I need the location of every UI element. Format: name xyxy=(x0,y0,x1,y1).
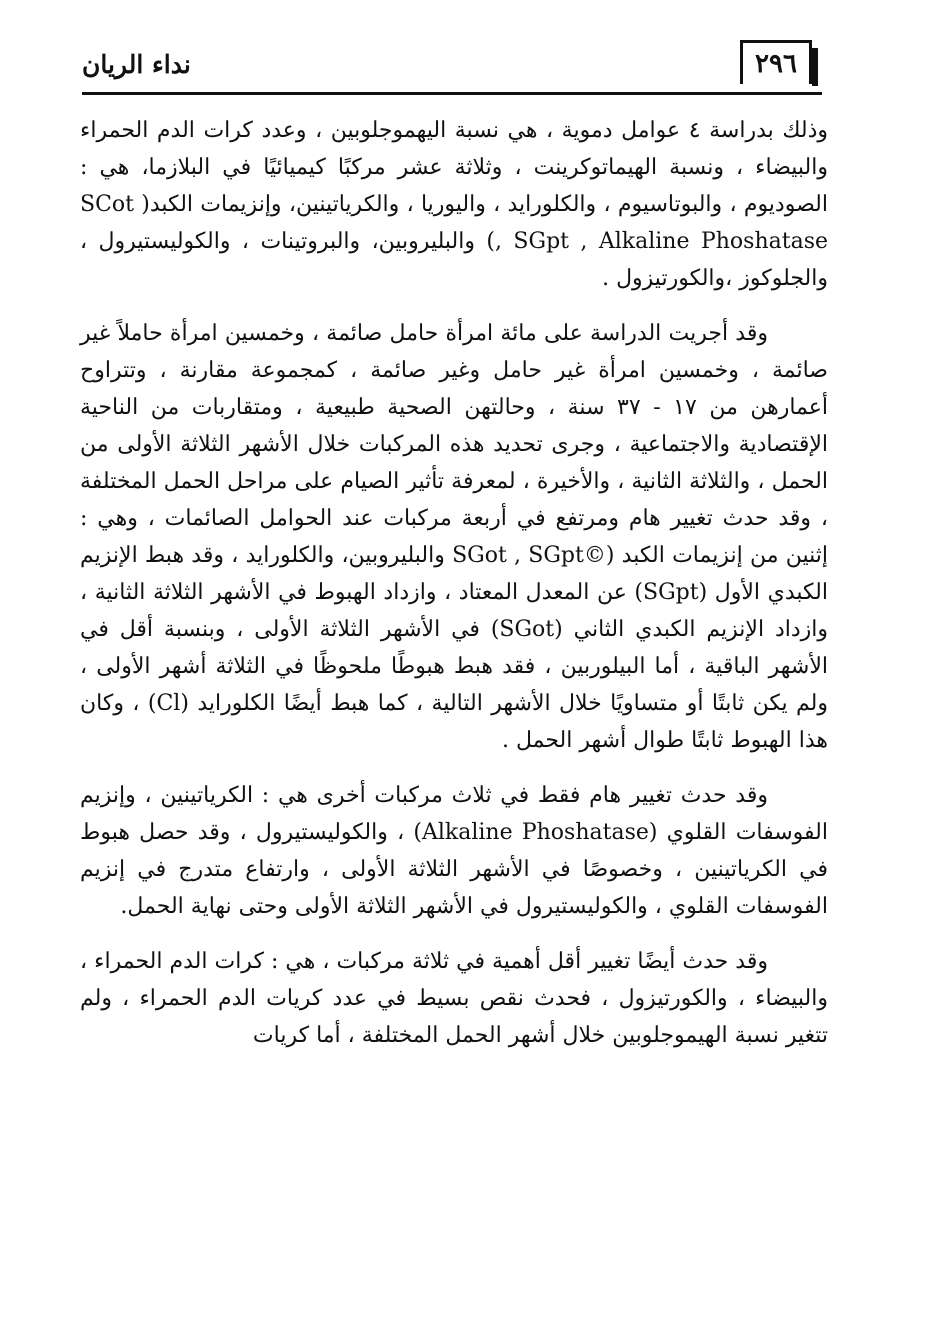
running-title: نداء الريان xyxy=(82,50,191,79)
paragraph-1: وذلك بدراسة ٤ عوامل دموية ، هي نسبة اليهموجلوبين ، وعدد كرات الدم الحمراء والبيضاء ، ونسبة الهيماتوكرينت ، وثلاثة عشر مركبًا كيميائيًا في البلازما، هي : الصوديوم ، والبوتاسيوم ، والكلورايد ، واليوريا ، والكرياتينين، وإنزيمات الكبد( SCot , SGpt , Alkaline Phoshatase) والبليروبين، والبروتينات ، والكوليستيرول ، والجلوكوز ،والكورتيزول . xyxy=(80,118,829,291)
page-number: ٢٩٦ xyxy=(740,40,812,84)
paragraph-3: وقد حدث تغيير هام فقط في ثلاث مركبات أخرى هي : الكرياتينين ، وإنزيم الفوسفات القلوي (Alkaline Phoshatase) ، والكوليستيرول ، وقد حصل هبوط في الكرياتينين ، وخصوصًا في الأشهر الثلاثة الأولى ، وارتفاع متدرج في إنزيم الفوسفات القلوي ، والكوليستيرول في الأشهر الثلاثة الأولى وحتى نهاية الحمل. xyxy=(80,783,828,919)
paragraph-4: وقد حدث أيضًا تغيير أقل أهمية في ثلاثة مركبات ، هي : كرات الدم الحمراء ، والبيضاء ، والكورتيزول ، فحدث نقص بسيط في عدد كريات الدم الحمراء ، ولم تتغير نسبة الهيموجلوبين خلال أشهر الحمل المختلفة ، أما كريات xyxy=(80,949,828,1048)
paragraph-2: وقد أجريت الدراسة على مائة امرأة حامل صائمة ، وخمسين امرأة حاملاً غير صائمة ، وخمسين امرأة غير حامل وغير صائمة ، كمجموعة مقارنة ، وتتراوح أعمارهن من ١٧ - ٣٧ سنة ، وحالتهن الصحية طبيعية ، ومتقاربات من الناحية الإقتصادية والاجتماعية ، وجرى تحديد هذه المركبات خلال الأشهر الثلاثة الأولى من الحمل ، والثلاثة الثانية ، والأخيرة ، لمعرفة تأثير الصيام على مراحل الحمل المختلفة ، وقد حدث تغيير هام ومرتفع في أربعة مركبات عند الحوامل الصائمات ، وهي : إثنين من إنزيمات الكبد (©SGot , SGpt والبليروبين، والكلورايد ، وقد هبط الإنزيم الكبدي الأول (SGpt) عن المعدل المعتاد ، وازداد الهبوط في الأشهر الثلاثة الثانية ، وازداد الإنزيم الكبدي الثاني (SGot) في الأشهر الثلاثة الأولى ، وبنسبة أقل في الأشهر الباقية ، أما البيلوربين ، فقد هبط هبوطًا ملحوظًا في الثلاثة أشهر الأولى ، ولم يكن ثابتًا أو متساويًا خلال الأشهر التالية ، كما هبط أيضًا الكلورايد (Cl) ، وكان هذا الهبوط ثابتًا طوال أشهر الحمل . xyxy=(80,321,829,753)
header-rule xyxy=(82,92,822,95)
body-text xyxy=(80,112,828,1072)
page-header xyxy=(82,40,830,96)
